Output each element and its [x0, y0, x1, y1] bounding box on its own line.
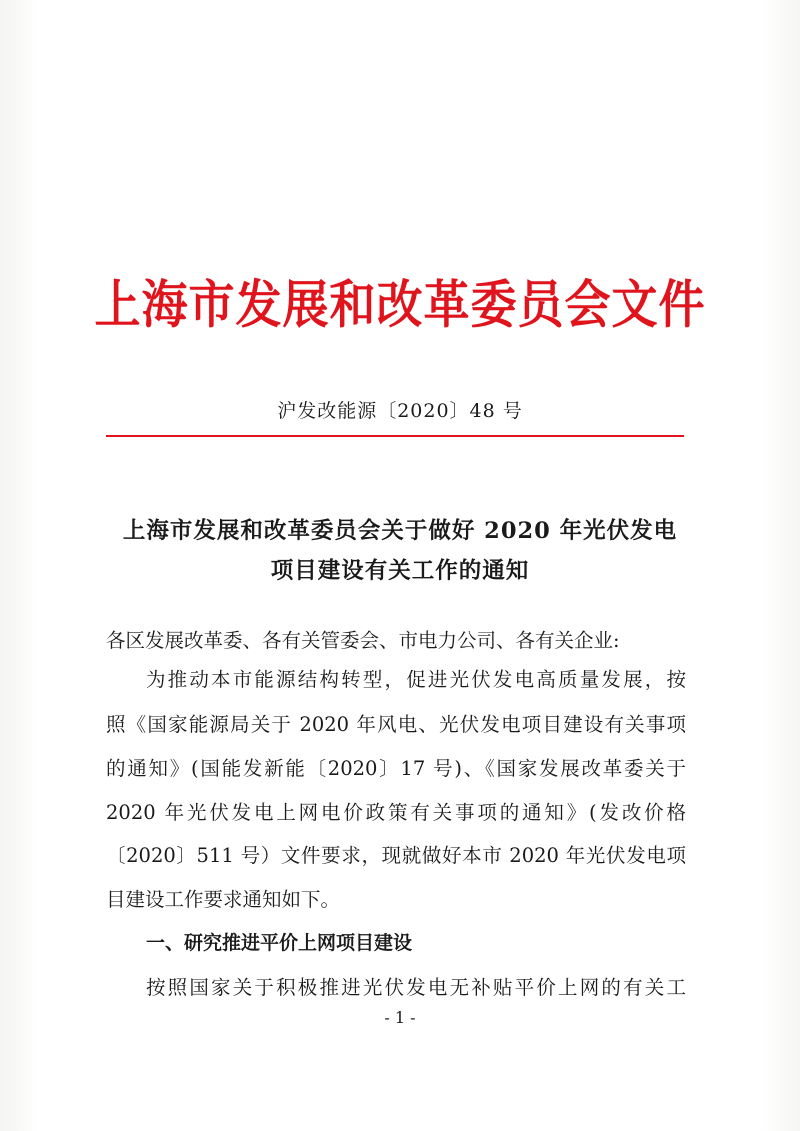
notice-title-line-1: 上海市发展和改革委员会关于做好 2020 年光伏发电 [122, 518, 678, 544]
paragraph-1-line-4: 2020 年光伏发电上网电价政策有关事项的通知》(发改价格 [106, 801, 686, 824]
paragraph-1-line-2: 照《国家能源局关于 2020 年风电、光伏发电项目建设有关事项 [106, 713, 686, 736]
agency-header-title: 上海市发展和改革委员会文件 [94, 274, 706, 335]
section-1-heading: 一、研究推进平价上网项目建设 [146, 932, 413, 954]
paragraph-1-line-6: 目建设工作要求通知如下。 [106, 888, 341, 911]
red-divider-line [106, 435, 684, 437]
paragraph-1-line-3: 的通知》(国能发新能〔2020〕17 号)、《国家发展改革委关于 [106, 757, 686, 780]
document-number: 沪发改能源〔2020〕48 号 [277, 400, 523, 422]
section-1-text-line: 按照国家关于积极推进光伏发电无补贴平价上网的有关工 [146, 976, 686, 999]
paragraph-1-line-5: 〔2020〕511 号）文件要求，现就做好本市 2020 年光伏发电项 [106, 844, 686, 867]
page-number: - 1 - [384, 1008, 416, 1027]
notice-title-line-2: 项目建设有关工作的通知 [270, 558, 530, 584]
paragraph-1-line-1: 为推动本市能源结构转型，促进光伏发电高质量发展，按 [146, 668, 686, 691]
addressee-line: 各区发展改革委、各有关管委会、市电力公司、各有关企业: [106, 629, 620, 652]
